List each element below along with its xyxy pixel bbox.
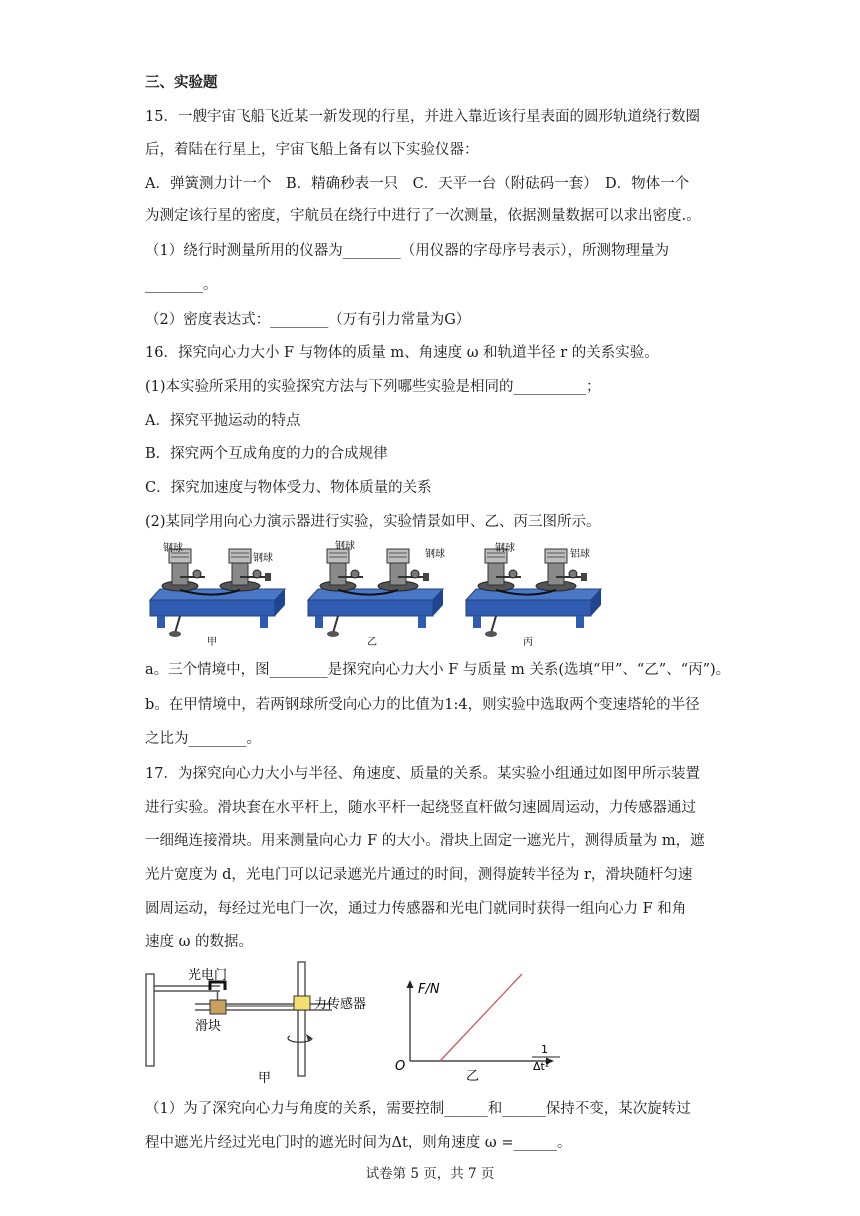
q16-option-a: A．探究平抛运动的特点	[145, 413, 301, 429]
ball-label-steel-3a: 钢球	[495, 543, 515, 554]
ball-label-steel-1a: 钢球	[163, 543, 183, 554]
q17-line4: 光片宽度为 d，光电门可以记录遮光片通过的时间，测得旋转半径为 r，滑块随杆匀速	[145, 867, 693, 883]
q17-line1: 17．为探究向心力大小与半径、角速度、质量的关系。某实验小组通过如图甲所示装置	[145, 766, 700, 782]
q17-line8: 程中遮光片经过光电门时的遮光时间为Δt，则角速度 ω =______。	[145, 1135, 572, 1151]
page-footer: 试卷第 5 页，共 7 页	[365, 1166, 495, 1182]
q16-line5: b。在甲情境中，若两钢球所受向心力的比值为1:4，则实验中选取两个变速塔轮的半径	[145, 697, 700, 713]
q17-line2: 进行实验。滑块套在水平杆上，随水平杆一起绕竖直杆做匀速圆周运动，力传感器通过	[145, 800, 696, 816]
q16-option-b: B．探究两个互成角度的力的合成规律	[145, 446, 388, 462]
section-title: 三、实验题	[145, 75, 218, 91]
figure-caption-bing: 丙	[523, 637, 533, 648]
ball-label-steel-2b: 钢球	[425, 549, 445, 560]
caption-jia: 甲	[258, 1071, 272, 1086]
origin-label: O	[395, 1059, 406, 1074]
q15-line7: （2）密度表达式：________（万有引力常量为G）	[145, 312, 471, 328]
q17-line7: （1）为了深究向心力与角度的关系，需要控制______和______保持不变，某次旋转过	[145, 1101, 691, 1117]
label-force-sensor: 力传感器	[314, 997, 367, 1012]
graph-line	[440, 974, 522, 1061]
figure-caption-yi: 乙	[367, 637, 377, 648]
q17-figure	[140, 958, 580, 1086]
q16-line3: (2)某同学用向心力演示器进行实验，实验情景如甲、乙、丙三图所示。	[145, 514, 601, 530]
q17-line5: 圆周运动，每经过光电门一次，通过力传感器和光电门就同时获得一组向心力 F 和角	[145, 901, 687, 917]
centripetal-demonstrator-figure	[145, 537, 615, 649]
q17-line6: 速度 ω 的数据。	[145, 934, 254, 950]
label-slider: 滑块	[195, 1019, 222, 1034]
q16-line4: a。三个情境中，图________是探究向心力大小 F 与质量 m 关系(选填“甲”、“乙”、“丙”)。	[145, 662, 731, 678]
q15-line3: A．弹簧测力计一个 B．精确秒表一只 C．天平一台（附砝码一套） D．物体一个	[145, 176, 690, 192]
q16-option-c: C．探究加速度与物体受力、物体质量的关系	[145, 480, 432, 496]
ball-label-alu-3b: 铝球	[570, 549, 590, 560]
x-axis-numerator: 1	[541, 1043, 548, 1056]
q16-line1: 16．探究向心力大小 F 与物体的质量 m、角速度 ω 和轨道半径 r 的关系实验。	[145, 345, 659, 361]
ball-label-steel-2a: 钢球	[335, 541, 355, 552]
f-vs-inverse-t2-graph	[395, 974, 560, 1084]
q17-line3: 一细绳连接滑块。用来测量向心力 F 的大小。滑块上固定一遮光片，测得质量为 m，遮	[145, 833, 705, 849]
q16-line2: (1)本实验所采用的实验探究方法与下列哪些实验是相同的__________；	[145, 379, 601, 395]
q15-line1: 15．一艘宇宙飞船飞近某一新发现的行星，并进入靠近该行星表面的圆形轨道绕行数圈	[145, 109, 700, 125]
q15-line6: ________。	[145, 277, 218, 293]
label-photogate: 光电门	[188, 968, 228, 983]
y-axis-label: F/N	[418, 982, 440, 997]
ball-label-steel-1b: 钢球	[253, 553, 273, 564]
caption-yi: 乙	[466, 1069, 480, 1084]
q16-line6: 之比为________。	[145, 731, 261, 747]
q15-line5: （1）绕行时测量所用的仪器为________（用仪器的字母序号表示），所测物理量为	[145, 243, 669, 259]
q15-line2: 后，着陆在行星上，宇宙飞船上备有以下实验仪器：	[145, 142, 479, 158]
figure-caption-jia: 甲	[207, 637, 217, 648]
q15-line4: 为测定该行星的密度，宇航员在绕行中进行了一次测量，依据测量数据可以求出密度.。	[145, 208, 701, 224]
x-axis-denominator: Δt²	[533, 1060, 550, 1073]
apparatus-diagram	[146, 962, 366, 1086]
